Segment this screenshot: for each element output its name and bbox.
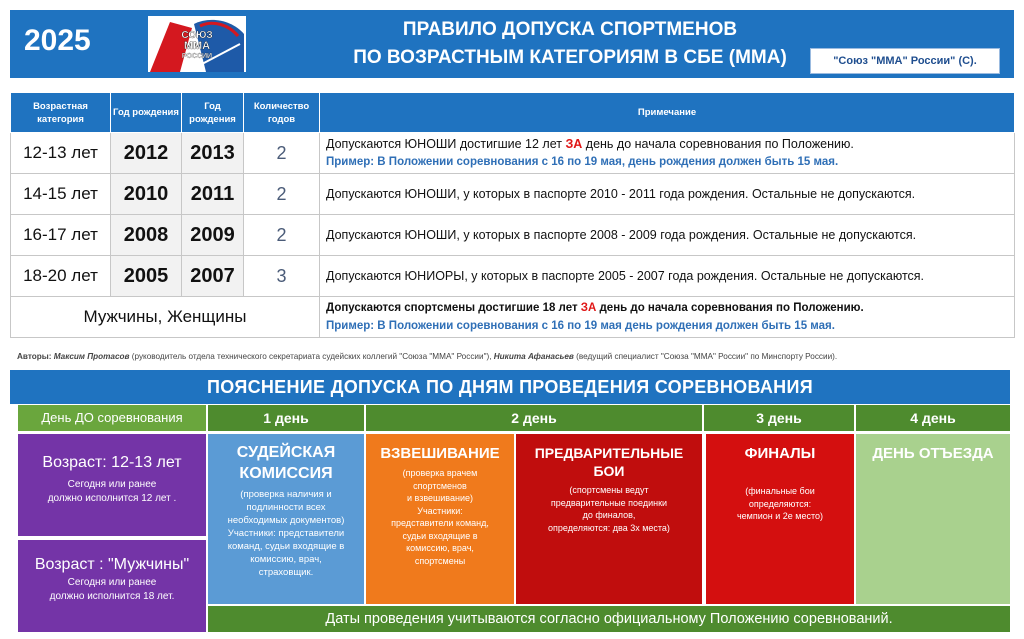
note-cell: Допускаются ЮНИОРЫ, у которых в паспорте 2005 - 2007 года рождения. Остальные не допускаются. (320, 256, 1015, 297)
author-name-1: Максим Протасов (53, 352, 130, 361)
header-age: Возрастная категория (11, 93, 111, 133)
mma-union-logo (140, 14, 254, 74)
note-example: Пример: В Положении соревнования с 16 по 19 мая день рождения должен быть 15 мая. (326, 320, 835, 332)
author-name-2: Никита Афанасьев (493, 352, 574, 361)
finals-card: ФИНАЛЫ (финальные бои определяются: чемпион и 2е место) (706, 434, 854, 604)
note-cell: Допускаются ЮНОШИ, у которых в паспорте 2010 - 2011 года рождения. Остальные не допускаются. (320, 174, 1015, 215)
year-from-cell: 2012 (111, 133, 182, 174)
age-men-title: Возраст : "Мужчины" (34, 556, 190, 573)
table-row (11, 215, 1015, 256)
title-line-2: ПО ВОЗРАСТНЫМ КАТЕГОРИЯМ В СБЕ (ММА) (353, 47, 787, 68)
day-4-header: 4 день (856, 405, 1010, 431)
header-bar (10, 10, 1014, 78)
note-cell (320, 133, 1015, 174)
header-years-count: Количество годов (244, 93, 320, 133)
years-count-cell: 2 (244, 133, 320, 174)
year-to-cell: 2007 (182, 256, 244, 297)
age-youth-title: Возраст: 12-13 лет (42, 454, 182, 471)
header-birth-year-1: Год рождения (111, 93, 182, 133)
age-cell: 16-17 лет (11, 215, 111, 256)
weighing-card: ВЗВЕШИВАНИЕ (проверка врачем спортсменов и взвешивание) Участники: представители команд, судьи входящие в комиссию, врач, спортсмены (366, 434, 514, 604)
table-header-row (11, 93, 1015, 133)
year-to-cell: 2013 (182, 133, 244, 174)
footer-note: Даты проведения учитываются согласно официальному Положению соревнований. (208, 606, 1010, 632)
day-3-header: 3 день (704, 405, 854, 431)
page-title (310, 16, 830, 72)
schedule-banner: ПОЯСНЕНИЕ ДОПУСКА ПО ДНЯМ ПРОВЕДЕНИЯ СОРЕВНОВАНИЯ (10, 370, 1010, 404)
day-before-header: День ДО соревнования (18, 405, 206, 431)
svg-text:РОССИИ: РОССИИ (181, 53, 213, 60)
table-row-adults (11, 297, 1015, 338)
header-birth-year-2: Год рождения (182, 93, 244, 133)
title-line-1: ПРАВИЛО ДОПУСКА СПОРТМЕНОВ (402, 19, 738, 40)
organization-badge: "Союз "ММА" России" (С). (810, 48, 1000, 74)
authors-line: Авторы: Максим Протасов (руководитель отдела технического секретариата судейских коллегий "Союза "ММА" России"), Никита Афанасьев (ведущий специалист "Союза "ММА" России" по Минспорту России). (17, 352, 838, 361)
adults-cell: Мужчины, Женщины (11, 297, 320, 338)
year-to-cell: 2009 (182, 215, 244, 256)
note-line-1: Допускаются ЮНОШИ достигшие 12 лет ЗА день до начала соревнования по Положению. (326, 137, 854, 151)
preliminary-bouts-card: ПРЕДВАРИТЕЛЬНЫЕ БОИ (спортсмены ведут предварительные поединки до финалов, определяются: два 3х места) (516, 434, 702, 604)
years-count-cell: 2 (244, 174, 320, 215)
age-youth-box: Возраст: 12-13 лет Сегодня или ранее должно исполнится 12 лет . (18, 434, 206, 536)
age-cell: 12-13 лет (11, 133, 111, 174)
day-1-header: 1 день (208, 405, 364, 431)
note-example: Пример: В Положении соревнования с 16 по 19 мая, день рождения должен быть 15 мая. (326, 156, 839, 168)
header-note: Примечание (320, 93, 1015, 133)
year-from-cell: 2008 (111, 215, 182, 256)
age-cell: 14-15 лет (11, 174, 111, 215)
age-cell: 18-20 лет (11, 256, 111, 297)
svg-text:СОЮЗ: СОЮЗ (181, 30, 213, 41)
year-from-cell: 2005 (111, 256, 182, 297)
year-to-cell: 2011 (182, 174, 244, 215)
year-label: 2025 (24, 24, 91, 57)
years-count-cell: 2 (244, 215, 320, 256)
table-row (11, 256, 1015, 297)
note-line-1: Допускаются спортсмены достигшие 18 лет ЗА день до начала соревнования по Положению. (326, 302, 864, 314)
note-cell (320, 297, 1015, 338)
day-2-header: 2 день (366, 405, 702, 431)
age-men-box: Возраст : "Мужчины" Сегодня или ранее должно исполнится 18 лет. (18, 540, 206, 632)
svg-text:ММА: ММА (183, 40, 211, 52)
judges-commission-card: СУДЕЙСКАЯ КОМИССИЯ (проверка наличия и подлинности всех необходимых документов) Участники: представители команд, судьи входящие в комиссию, врач, страховщик. (208, 434, 364, 604)
age-categories-table (10, 92, 1015, 338)
departure-day-card: ДЕНЬ ОТЪЕЗДА (856, 434, 1010, 604)
note-cell: Допускаются ЮНОШИ, у которых в паспорте 2008 - 2009 года рождения. Остальные не допускаются. (320, 215, 1015, 256)
year-from-cell: 2010 (111, 174, 182, 215)
table-row (11, 133, 1015, 174)
years-count-cell: 3 (244, 256, 320, 297)
table-row (11, 174, 1015, 215)
